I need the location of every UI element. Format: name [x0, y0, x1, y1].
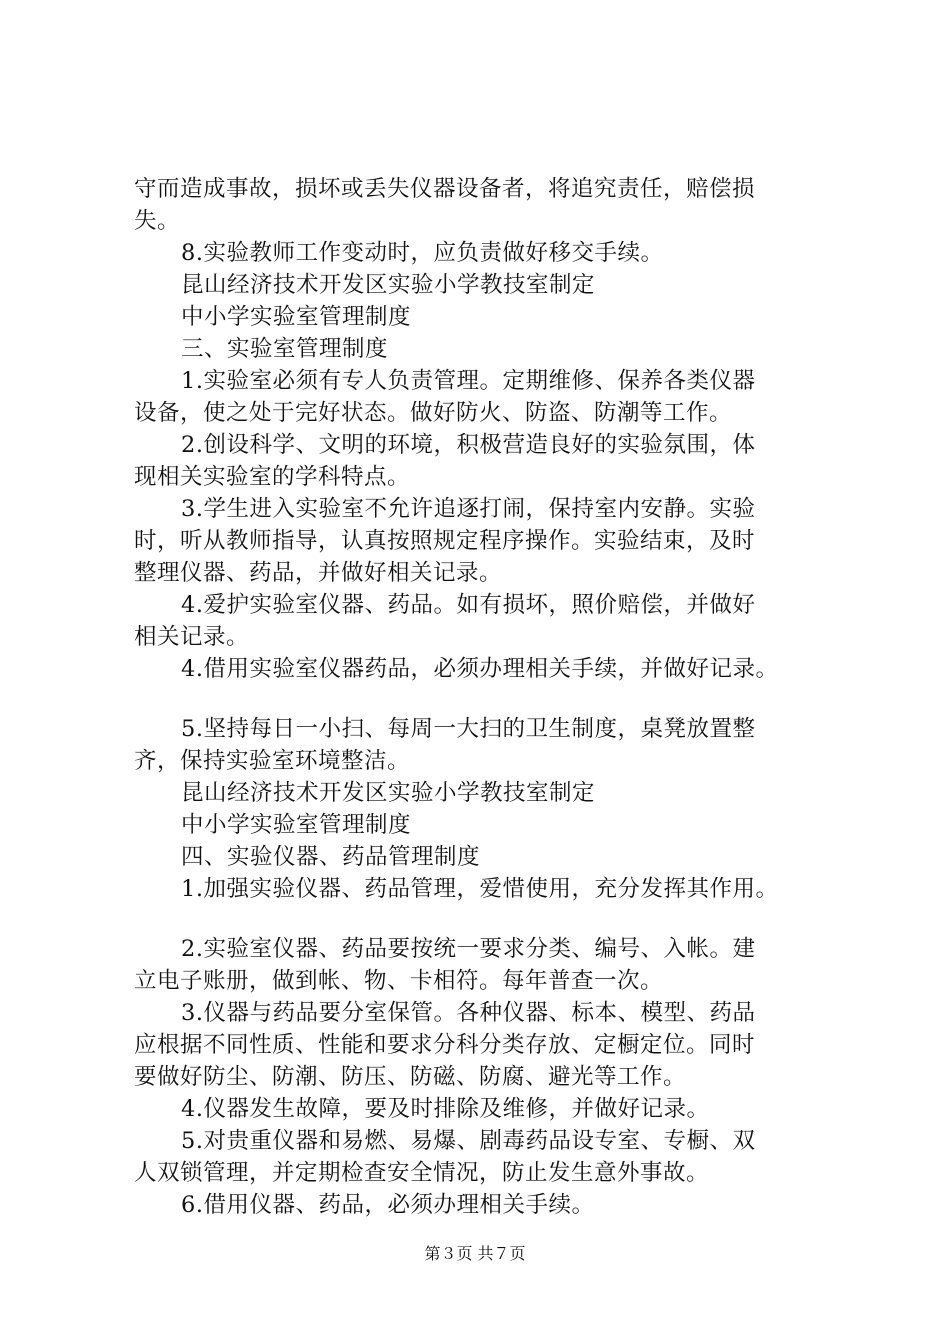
text-line: 应根据不同性质、性能和要求分科分类存放、定橱定位。同时: [134, 1032, 756, 1058]
text-line: 5.坚持每日一小扫、每周一大扫的卫生制度，桌凳放置整: [181, 716, 756, 742]
text-line: 中小学实验室管理制度: [181, 812, 412, 838]
text-line: 3.学生进入实验室不允许追逐打闹，保持室内安静。实验: [181, 496, 756, 522]
text-line: 2.实验室仪器、药品要按统一要求分类、编号、入帐。建: [181, 936, 756, 962]
text-line: 6.借用仪器、药品，必须办理相关手续。: [181, 1192, 595, 1218]
text-line: 4.爱护实验室仪器、药品。如有损坏，照价赔偿，并做好: [181, 592, 756, 618]
section-heading: 三、实验室管理制度: [181, 336, 389, 362]
text-line: 3.仪器与药品要分室保管。各种仪器、标本、模型、药品: [181, 1000, 756, 1026]
text-line: 昆山经济技术开发区实验小学教技室制定: [181, 780, 596, 806]
section-heading: 四、实验仪器、药品管理制度: [181, 844, 481, 870]
text-line: 相关记录。: [134, 624, 250, 650]
text-line: 现相关实验室的学科特点。: [134, 464, 411, 490]
text-line: 人双锁管理，并定期检查安全情况，防止发生意外事故。: [134, 1160, 710, 1186]
text-line: 1.实验室必须有专人负责管理。定期维修、保养各类仪器: [181, 368, 756, 394]
document-body: [134, 173, 834, 1221]
page-number-footer: 第３页 共７页: [424, 1244, 526, 1263]
text-line: 5.对贵重仪器和易燃、易爆、剧毒药品设专室、专橱、双: [181, 1128, 756, 1154]
text-line: 整理仪器、药品，并做好相关记录。: [134, 560, 503, 586]
text-line: 4.仪器发生故障，要及时排除及维修，并做好记录。: [181, 1096, 710, 1122]
text-line: 守而造成事故，损坏或丢失仪器设备者，将追究责任，赔偿损: [134, 176, 756, 202]
blank-line: [134, 905, 834, 933]
text-line: 4.借用实验室仪器药品，必须办理相关手续，并做好记录。: [181, 656, 779, 682]
text-line: 齐，保持实验室环境整洁。: [134, 748, 411, 774]
text-line: 设备，使之处于完好状态。做好防火、防盗、防潮等工作。: [134, 400, 733, 426]
text-line: 8.实验教师工作变动时，应负责做好移交手续。: [181, 240, 664, 266]
text-line: 中小学实验室管理制度: [181, 304, 412, 330]
text-line: 立电子账册，做到帐、物、卡相符。每年普查一次。: [134, 968, 664, 994]
text-line: 昆山经济技术开发区实验小学教技室制定: [181, 272, 596, 298]
text-line: 要做好防尘、防潮、防压、防磁、防腐、避光等工作。: [134, 1064, 687, 1090]
blank-line: [134, 685, 834, 713]
text-line: 2.创设科学、文明的环境，积极营造良好的实验氛围，体: [181, 432, 756, 458]
text-line: 失。: [134, 208, 181, 234]
text-line: 1.加强实验仪器、药品管理，爱惜使用，充分发挥其作用。: [181, 876, 779, 902]
text-line: 时，听从教师指导，认真按照规定程序操作。实验结束，及时: [134, 528, 756, 554]
